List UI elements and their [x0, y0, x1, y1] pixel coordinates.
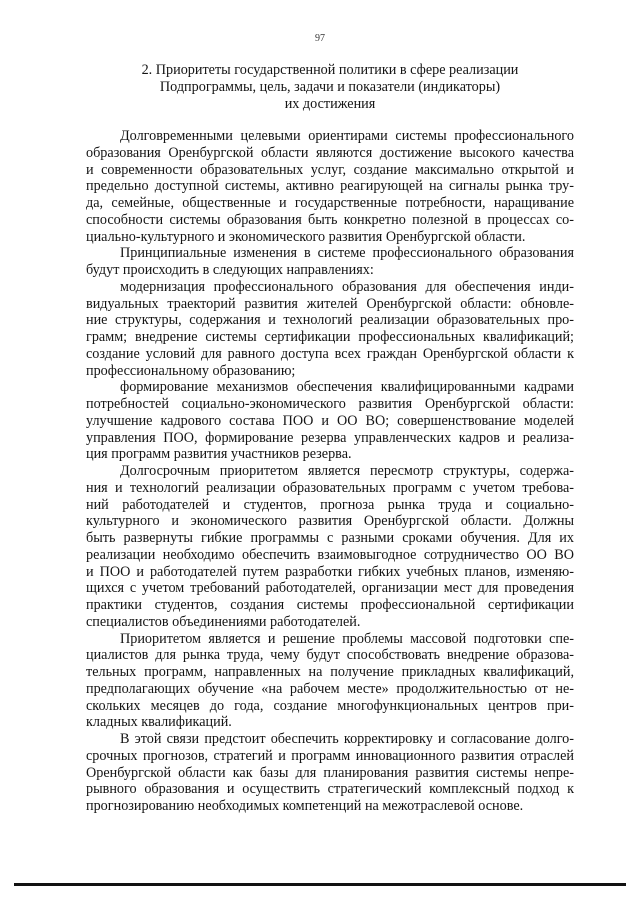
paragraph — [86, 128, 574, 245]
text-line: предельно доступной системы, активно реагирующей на сигналы рынка тру- — [86, 178, 574, 195]
paragraph — [86, 379, 574, 463]
paragraph — [86, 245, 574, 279]
text-line: циалистов для рынка труда, чему будут способствовать внедрение образова- — [86, 647, 574, 664]
text-line: щихся с учетом требований работодателей, организации мест для проведения — [86, 580, 574, 597]
text-line: быть развернуты гибкие программы с разными сроками обучения. Для их — [86, 530, 574, 546]
text-line: рывного образования и осуществить стратегический комплексный подход к — [86, 781, 574, 798]
text-line: кладных квалификаций. — [86, 714, 232, 731]
heading-line: 2. Приоритеты государственной политики в сфере реализации — [141, 62, 519, 78]
text-line: потребностей социально-экономического развития Оренбургской области: — [86, 396, 574, 412]
text-line: срочных прогнозов, стратегий и программ инновационного развития отраслей — [86, 747, 574, 764]
text-line: создание условий для равного доступа всех граждан Оренбургской области к — [86, 345, 574, 362]
text-line: реализации необходимо обеспечить взаимовыгодное сотрудничество ОО ВО — [86, 546, 574, 563]
text-line: Приоритетом является и решение проблемы массовой подготовки спе- — [120, 630, 574, 647]
section-heading — [120, 62, 540, 113]
text-line: культурного и экономического развития Оренбургской области. Должны — [86, 513, 574, 530]
text-line: способности системы образования быть конкретно полезной в процессах со- — [86, 211, 574, 228]
text-line: ния и технологий реализации образовательных программ с учетом требова- — [86, 479, 574, 496]
text-line: предполагающих обучение «на рабочем месте» продолжительностью от не- — [86, 680, 574, 697]
text-line: прогнозированию необходимых компетенций на межотраслевой основе. — [86, 798, 524, 814]
page-number: 97 — [315, 33, 325, 44]
text-line: модернизация профессионального образования для обеспечения инди- — [120, 278, 574, 295]
bottom-rule — [14, 883, 626, 886]
text-line: скольких месяцев до года, создание многофункциональных центров при- — [86, 697, 574, 714]
text-line: циально-культурного и экономического развития Оренбургской области. — [86, 228, 526, 245]
text-line: да, семейные, общественные и государственные потребности, наращивание — [86, 195, 574, 211]
text-line: управления ПОО, формирование резерва управленческих кадров и реализа- — [86, 429, 574, 446]
text-line: профессиональному образованию; — [86, 362, 296, 379]
text-line: и ПОО и работодателей путем разработки гибких учебных планов, изменяю- — [86, 563, 574, 580]
text-line: Оренбургской области как базы для планирования развития системы непре- — [86, 764, 574, 781]
text-line: будут происходить в следующих направлениях: — [86, 262, 374, 278]
heading-line: их достижения — [284, 96, 376, 112]
text-line: Долговременными целевыми ориентирами системы профессионального — [120, 128, 574, 144]
text-line: специалистов объединениями работодателей. — [86, 613, 361, 630]
text-line: Принципиальные изменения в системе профессионального образования — [120, 245, 574, 262]
text-line: образования Оренбургской области являются достижение высокого качества — [86, 144, 574, 161]
paragraph — [86, 279, 574, 380]
paragraph — [86, 463, 574, 631]
text-line: В этой связи предстоит обеспечить корректировку и согласование долго- — [120, 731, 574, 747]
text-line: ний работодателей и студентов, прогноза рынка труда и социально- — [86, 496, 574, 513]
text-line: видуальных траекторий развития жителей Оренбургской области: обновле- — [86, 295, 574, 312]
text-line: Долгосрочным приоритетом является пересмотр структуры, содержа- — [120, 463, 574, 479]
document-body — [86, 128, 574, 815]
paragraph — [86, 631, 574, 732]
text-line: ция программ развития участников резерва. — [86, 446, 352, 463]
text-line: и современности образовательных услуг, создание максимально открытой и — [86, 161, 574, 178]
text-line: ние структуры, содержания и технологий реализации образовательных про- — [86, 312, 574, 329]
text-line: формирование механизмов обеспечения квалифицированными кадрами — [120, 379, 574, 396]
text-line: грамм; внедрение системы сертификации профессиональных квалификаций; — [86, 329, 574, 345]
heading-line: Подпрограммы, цель, задачи и показатели (индикаторы) — [159, 79, 501, 95]
text-line: улучшение кадрового состава ПОО и ОО ВО; совершенствование моделей — [86, 412, 574, 429]
text-line: тельных программ, направленных на получение прикладных квалификаций, — [86, 664, 574, 680]
text-line: практики студентов, создания системы профессиональной сертификации — [86, 597, 574, 613]
paragraph — [86, 731, 574, 815]
